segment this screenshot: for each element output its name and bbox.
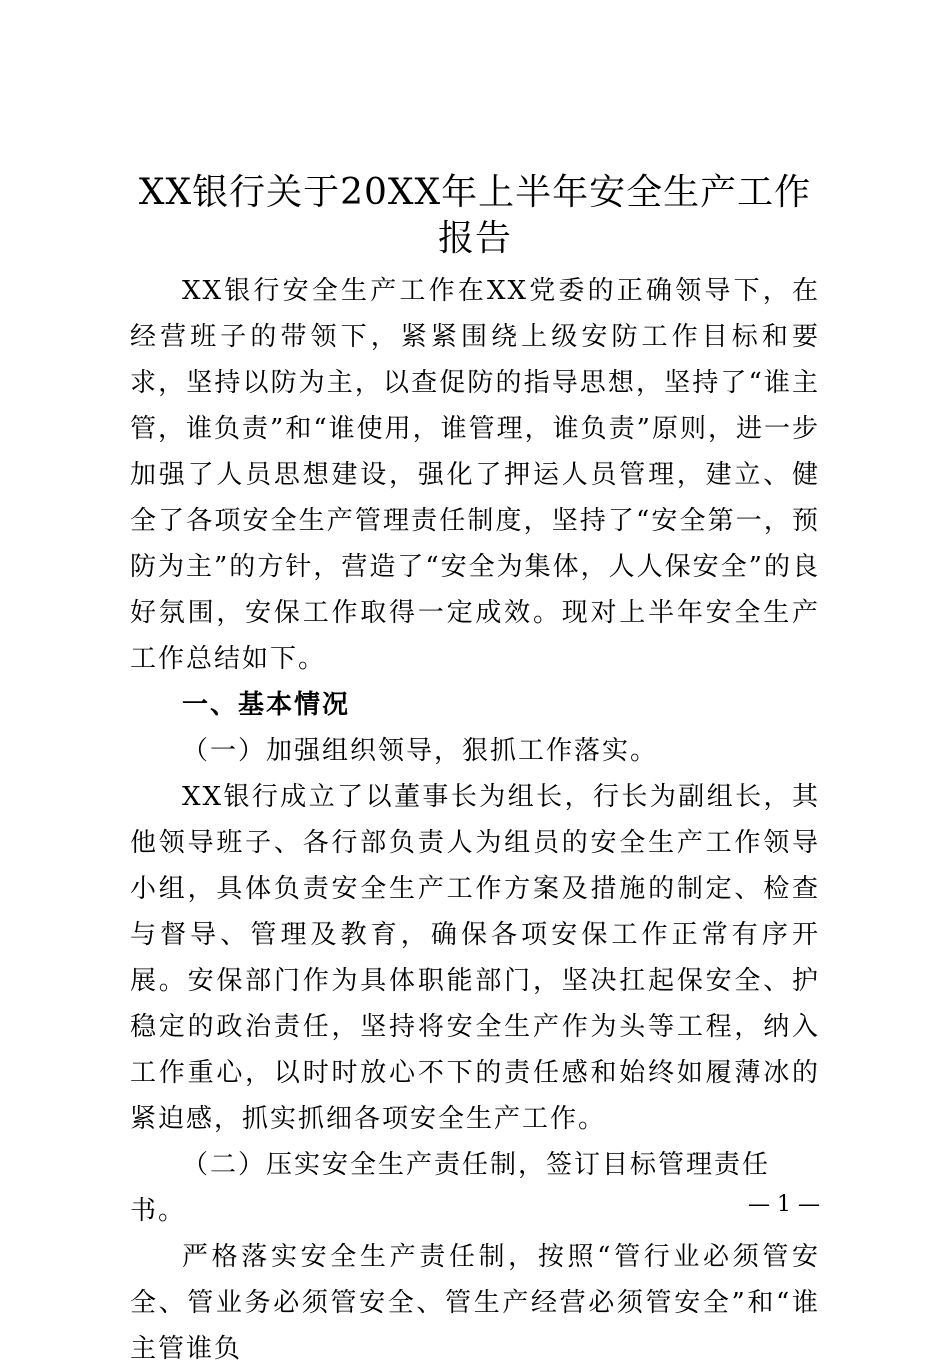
subsection-1-paragraph: XX银行成立了以董事长为组长，行长为副组长，其他领导班子、各行部负责人为组员的安全生产工作领导小组，具体负责安全生产工作方案及措施的制定、检查与督导、管理及教育，确保各项安保工作正常有序开展。安保部门作为具体职能部门，坚决扛起保安全、护稳定的政治责任，坚持将安全生产作为头等工程，纳入工作重心，以时时放心不下的责任感和始终如履薄冰的紧迫感，抓实抓细各项安全生产工作。 (130, 782, 820, 1134)
subsection-heading-1: （一）加强组织领导，狠抓工作落实。 (182, 736, 659, 766)
subsection-heading-2: （二）压实安全生产责任制，签订目标管理责任书。 (130, 1150, 771, 1226)
intro-paragraph: XX银行安全生产工作在XX党委的正确领导下，在经营班子的带领下，紧紧围绕上级安防工作目标和要求，坚持以防为主，以查促防的指导思想，坚持了“谁主管，谁负责”和“谁使用，谁管理，谁负责”原则，进一步加强了人员思想建设，强化了押运人员管理，建立、健全了各项安全生产管理责任制度，坚持了“安全第一，预防为主”的方针，营造了“安全为集体，人人保安全”的良好氛围，安保工作取得一定成效。现对上半年安全生产工作总结如下。 (130, 276, 820, 674)
section-heading-basic-situation: 一、基本情况 (182, 690, 351, 720)
document-title: XX银行关于20XX年上半年安全生产工作报告 (138, 172, 812, 259)
subsection-2-paragraph: 严格落实安全生产责任制，按照“管行业必须管安全、管业务必须管安全、管生产经营必须管安全”和“谁主管谁负 (130, 1242, 820, 1364)
page-number: — 1 — (748, 1192, 820, 1217)
